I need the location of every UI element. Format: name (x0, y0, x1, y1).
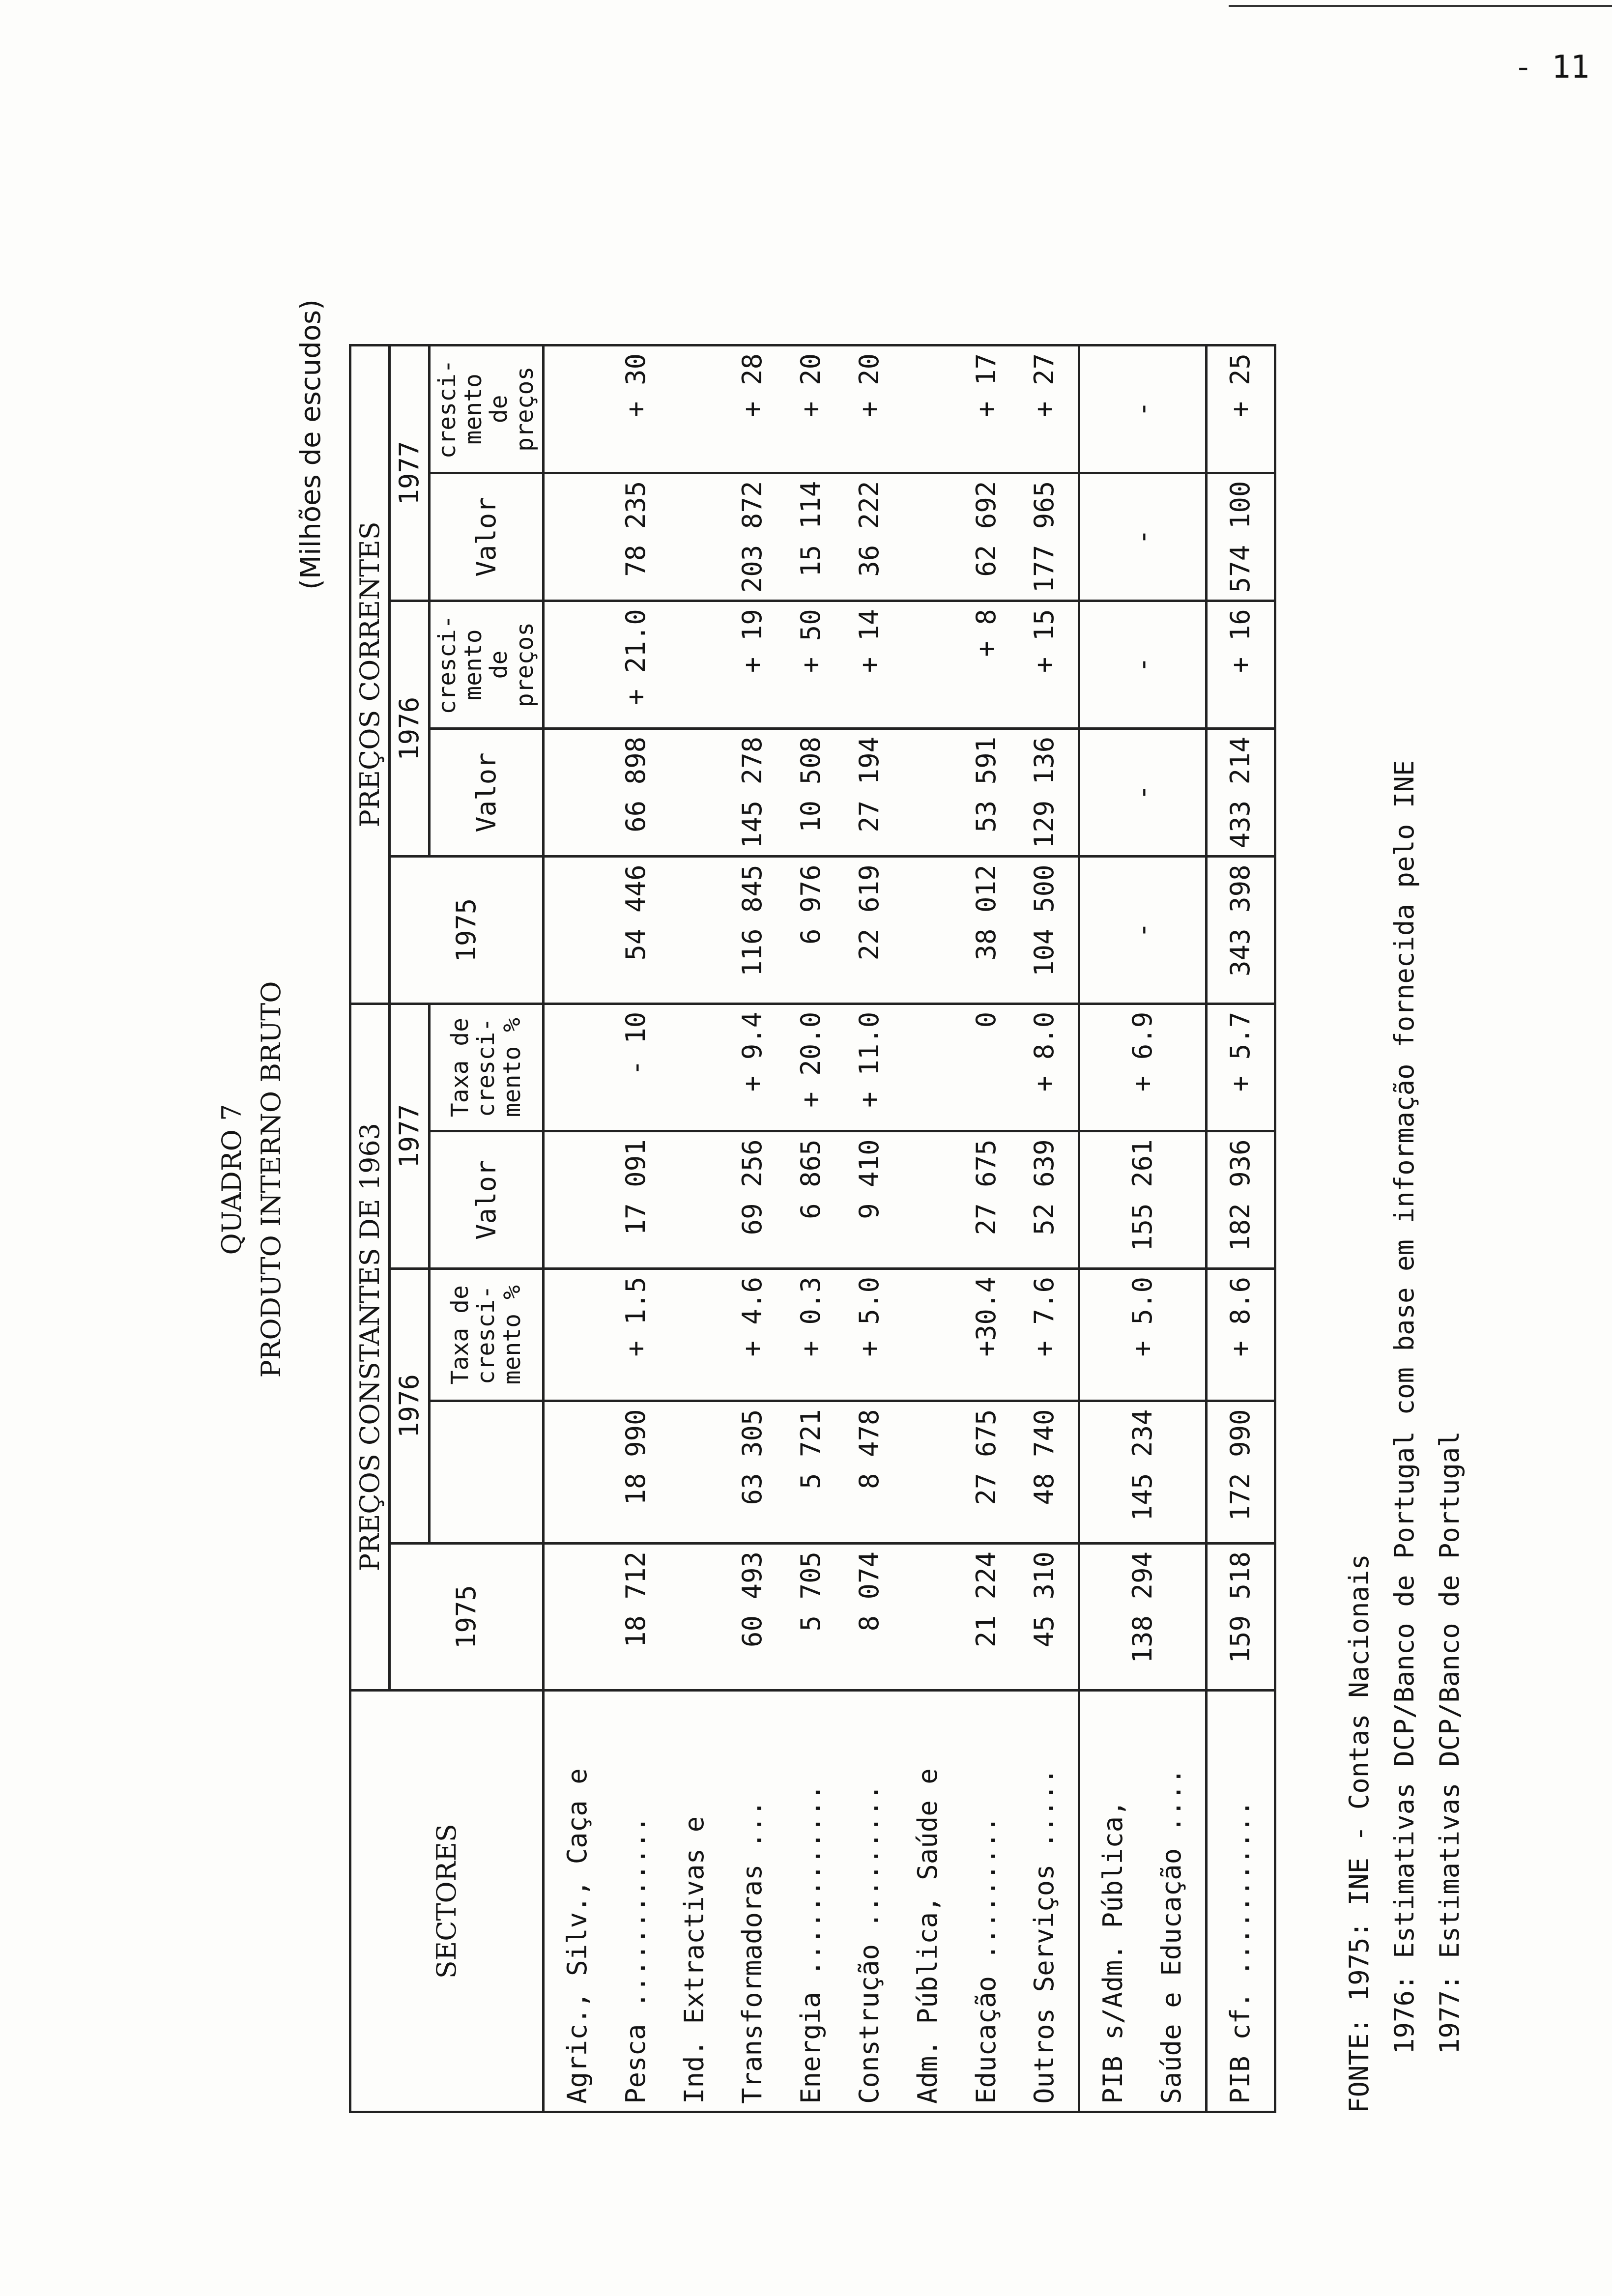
table-cell-value (899, 1139, 957, 1261)
table-cell-value: 54 446 (620, 864, 651, 961)
sector-label: Educação ......... (970, 1816, 1002, 2104)
table-cell-value: 22 619 (853, 864, 885, 961)
table-cell-value (665, 1409, 724, 1535)
table-cell-value: 177 965 (1029, 481, 1060, 593)
subtotal-p1977v: - (1079, 473, 1207, 601)
table-subtitle: PRODUTO INTERNO BRUTO (256, 981, 287, 1378)
table-cell-value: + 28 (737, 353, 768, 418)
sector-label: Outros Serviços ..... (1029, 1768, 1060, 2104)
table-cell-value (899, 1012, 957, 1123)
subtotal-c1976t: + 5.0 (1079, 1269, 1207, 1401)
table-cell-value (665, 481, 724, 593)
units-note: (Milhões de escudos) (295, 299, 327, 590)
table-cell-value: 8 478 (853, 1409, 885, 1490)
rotated-content (216, 246, 1465, 2113)
table-cell-value: + 17 (970, 353, 1002, 418)
header-sectores: SECTORES (350, 1691, 544, 2112)
table-cell-value: 38 012 (970, 864, 1002, 961)
total-c1977t: + 5.7 (1206, 1004, 1275, 1131)
table-cell-value: 52 639 (1029, 1139, 1060, 1235)
sector-label: Adm. Pública, Saúde e (912, 1768, 943, 2104)
table-cell-value: + 15 (1029, 609, 1060, 673)
table-cell-value: + 30 (620, 353, 651, 418)
total-p1976v: 433 214 (1206, 728, 1275, 857)
sector-label: Transformadoras ... (737, 1800, 768, 2104)
subtotal-c1977v: 155 261 (1079, 1131, 1207, 1269)
table-cell-value: + 11.0 (853, 1011, 885, 1108)
total-c1977v: 182 936 (1206, 1131, 1275, 1269)
table-cell-value (548, 1012, 607, 1123)
table-cell-value: 104 500 (1029, 864, 1060, 976)
sector-label: Saúde e Educação .... (1155, 1768, 1187, 2104)
sector-label: Construção ......... (853, 1784, 885, 2104)
col-p1976-valor (543, 728, 1079, 857)
table-cell-value (548, 481, 607, 593)
table-title: QUADRO 7 (216, 1104, 247, 1255)
sector-label: PIB cf. ........... (1224, 1800, 1256, 2104)
table-cell-value: 63 305 (737, 1409, 768, 1505)
header-c1975: 1975 (390, 1543, 544, 1690)
table-cell-value (665, 1277, 724, 1393)
table-cell-value: + 1.5 (620, 1277, 651, 1357)
table-cell-value (665, 1551, 724, 1682)
total-p1975: 343 398 (1206, 857, 1275, 1004)
table-cell-value (899, 609, 957, 720)
table-cell-value: 21 224 (970, 1551, 1002, 1648)
table-cell-value: - 10 (620, 1011, 651, 1076)
table-cell-value: 60 493 (737, 1551, 768, 1648)
table-cell-value (899, 1277, 957, 1393)
table-cell-value: + 20.0 (795, 1011, 827, 1108)
header-c1977-taxa: Taxa de cresci- mento % (429, 1004, 543, 1131)
table-cell-value: 48 740 (1029, 1409, 1060, 1505)
subtotal-c1975: 138 294 (1079, 1543, 1207, 1690)
source-line: 1977: Estimativas DCP/Banco de Portugal (1434, 1431, 1465, 2054)
sector-label: Ind. Extractivas e (678, 1816, 710, 2104)
header-p1976: 1976 (390, 601, 429, 857)
table-cell-value: + 0.3 (795, 1277, 827, 1357)
table-cell-value: 45 310 (1029, 1551, 1060, 1648)
sector-label: PIB s/Adm. Pública, (1097, 1800, 1129, 2104)
table-cell-value: +30.4 (970, 1277, 1002, 1357)
table-cell-value: 18 712 (620, 1551, 651, 1648)
table-cell-value: + 5.0 (853, 1277, 885, 1357)
header-c1976-taxa: Taxa de cresci- mento % (429, 1269, 543, 1401)
header-p1977-valor: Valor (429, 473, 543, 601)
table-cell-value: 5 705 (795, 1551, 827, 1632)
table-cell-value (899, 864, 957, 995)
col-c1976-valor (543, 1401, 1079, 1544)
sector-label: Pesca ............ (620, 1816, 651, 2104)
table-cell-value: + 14 (853, 609, 885, 673)
source-line: 1976: Estimativas DCP/Banco de Portugal com base em informação fornecida pelo INE (1388, 760, 1420, 2054)
sources-note (1337, 760, 1472, 2113)
table-cell-value (548, 1139, 607, 1261)
subtotal-p1976v: - (1079, 728, 1207, 857)
source-line: FONTE: 1975: INE - Contas Nacionais (1344, 1554, 1375, 2113)
total-c1976t: + 8.6 (1206, 1269, 1275, 1401)
table-cell-value: + 27 (1029, 353, 1060, 418)
table-cell-value (665, 864, 724, 995)
table-cell-value: 6 865 (795, 1139, 827, 1219)
subtotal-sector (1079, 1691, 1207, 2112)
table-cell-value (665, 609, 724, 720)
table-cell-value: 6 976 (795, 864, 827, 945)
header-c1977-valor: Valor (429, 1131, 543, 1269)
table-row-sectors (543, 345, 1079, 2112)
table-cell-value (665, 1139, 724, 1261)
col-c1977-taxa (543, 1004, 1079, 1131)
table-cell-value (899, 1551, 957, 1682)
table-cell-value: 116 845 (737, 864, 768, 976)
table-row-subtotal (1079, 345, 1207, 2112)
table-cell-value: 145 278 (737, 736, 768, 849)
table-cell-value (665, 737, 724, 849)
table-cell-value: 17 091 (620, 1139, 651, 1235)
col-p1977-cresc (543, 345, 1079, 473)
subtotal-p1975: - (1079, 857, 1207, 1004)
table-cell-value: 10 508 (795, 736, 827, 832)
table-cell-value (548, 609, 607, 720)
table-cell-value: 0 (970, 1011, 1002, 1028)
header-p1975: 1975 (390, 857, 544, 1004)
col-p1976-cresc (543, 601, 1079, 729)
table-cell-value: 18 990 (620, 1409, 651, 1505)
table-cell-value: + 8.0 (1029, 1011, 1060, 1092)
col-c1975 (543, 1543, 1079, 1690)
table-cell-value (899, 353, 957, 465)
table-cell-value: 66 898 (620, 736, 651, 832)
table-body (543, 345, 1275, 2112)
subtotal-p1976c: - (1079, 601, 1207, 729)
col-c1977-valor (543, 1131, 1079, 1269)
table-cell-value: + 21.0 (620, 609, 651, 705)
header-p1976-cresc: cresci- mento de preços (429, 601, 543, 729)
table-row-total (1206, 345, 1275, 2112)
total-p1977v: 574 100 (1206, 473, 1275, 601)
header-p1977-cresc: cresci- mento de preços (429, 345, 543, 473)
sector-cell (543, 1691, 1079, 2112)
table-cell-value: 129 136 (1029, 736, 1060, 849)
header-p1976-valor: Valor (429, 728, 543, 857)
table-cell-value: 27 194 (853, 736, 885, 832)
table-cell-value: + 9.4 (737, 1011, 768, 1092)
col-p1977-valor (543, 473, 1079, 601)
total-c1976v: 172 990 (1206, 1401, 1275, 1544)
sector-label: Energia ............ (795, 1784, 827, 2104)
table-cell-value (899, 1409, 957, 1535)
table-cell-value: 8 074 (853, 1551, 885, 1632)
table-cell-value: 62 692 (970, 481, 1002, 577)
table-cell-value (665, 1012, 724, 1123)
scan-edge-line (1229, 5, 1612, 7)
subtotal-p1977c: - (1079, 345, 1207, 473)
total-sector (1206, 1691, 1275, 2112)
header-c1977: 1977 (390, 1004, 429, 1268)
table-cell-value (548, 1409, 607, 1535)
table-cell-value: + 50 (795, 609, 827, 673)
table-cell-value (548, 353, 607, 465)
table-cell-value: 203 872 (737, 481, 768, 593)
table-cell-value (899, 481, 957, 593)
table-cell-value (548, 1277, 607, 1393)
subtotal-c1977t: + 6.9 (1079, 1004, 1207, 1131)
table-cell-value: 27 675 (970, 1409, 1002, 1505)
table-cell-value: 78 235 (620, 481, 651, 577)
sector-label: Agric., Silv., Caça e (561, 1768, 593, 2104)
table-cell-value: 15 114 (795, 481, 827, 577)
table-cell-value: + 8 (970, 609, 1002, 657)
header-constantes: PREÇOS CONSTANTES DE 1963 (350, 1004, 390, 1691)
table-cell-value (548, 737, 607, 849)
table-cell-value: 69 256 (737, 1139, 768, 1235)
table-cell-value: 9 410 (853, 1139, 885, 1219)
table-cell-value: 5 721 (795, 1409, 827, 1490)
total-p1977c: + 25 (1206, 345, 1275, 473)
total-c1975: 159 518 (1206, 1543, 1275, 1690)
table-cell-value: + 19 (737, 609, 768, 673)
table-cell-value: 27 675 (970, 1139, 1002, 1235)
total-p1976c: + 16 (1206, 601, 1275, 729)
header-correntes: PREÇOS CORRENTES (350, 345, 390, 1004)
subtotal-c1976v: 145 234 (1079, 1401, 1207, 1544)
table-cell-value: + 20 (795, 353, 827, 418)
gdp-table (349, 344, 1276, 2113)
table-cell-value: + 7.6 (1029, 1277, 1060, 1357)
table-cell-value (899, 737, 957, 849)
table-cell-value: 53 591 (970, 736, 1002, 832)
header-c1976-valor (429, 1401, 543, 1544)
table-cell-value (665, 353, 724, 465)
table-cell-value: + 20 (853, 353, 885, 418)
header-c1976: 1976 (390, 1269, 429, 1544)
col-p1975 (543, 857, 1079, 1004)
table-cell-value (548, 1551, 607, 1682)
page-number: - 11 (1514, 49, 1590, 86)
table-cell-value (548, 864, 607, 995)
table-cell-value: + 4.6 (737, 1277, 768, 1357)
table-cell-value: 36 222 (853, 481, 885, 577)
header-p1977: 1977 (390, 345, 429, 601)
col-c1976-taxa (543, 1269, 1079, 1401)
